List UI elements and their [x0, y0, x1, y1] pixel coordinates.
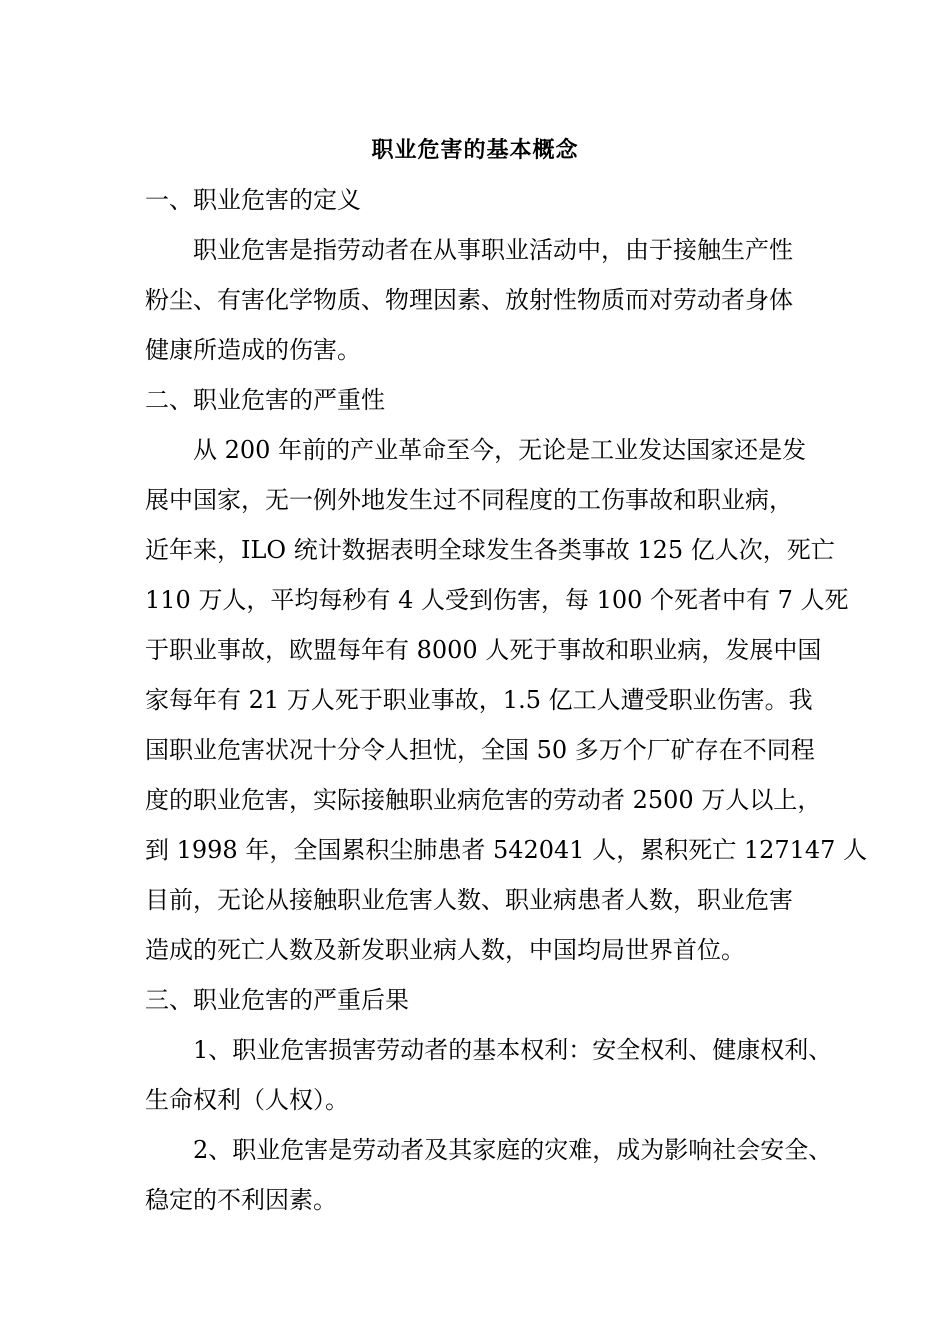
paragraph-line: 健康所造成的伤害。 — [145, 336, 361, 364]
paragraph-line: 粉尘、有害化学物质、物理因素、放射性物质而对劳动者身体 — [145, 286, 793, 314]
paragraph-line: 展中国家，无一例外地发生过不同程度的工伤事故和职业病， — [145, 486, 793, 514]
paragraph-line: 从 200 年前的产业革命至今，无论是工业发达国家还是发 — [193, 436, 807, 464]
paragraph-line: 于职业事故，欧盟每年有 8000 人死于事故和职业病，发展中国 — [145, 636, 822, 664]
paragraph-line: 110 万人，平均每秒有 4 人受到伤害，每 100 个死者中有 7 人死 — [145, 586, 849, 614]
list-item-line: 生命权利（人权）。 — [145, 1086, 349, 1114]
paragraph-line: 职业危害是指劳动者在从事职业活动中，由于接触生产性 — [193, 236, 793, 264]
list-item-line: 1、职业危害损害劳动者的基本权利：安全权利、健康权利、 — [193, 1036, 833, 1064]
paragraph-line: 近年来，ILO 统计数据表明全球发生各类事故 125 亿人次，死亡 — [145, 536, 835, 564]
paragraph-line: 国职业危害状况十分令人担忧，全国 50 多万个厂矿存在不同程 — [145, 736, 815, 764]
paragraph-line: 到 1998 年，全国累积尘肺患者 542041 人，累积死亡 127147 人 — [145, 836, 868, 864]
list-item-line: 2、职业危害是劳动者及其家庭的灾难，成为影响社会安全、 — [193, 1136, 833, 1164]
paragraph-line: 度的职业危害，实际接触职业病危害的劳动者 2500 万人以上， — [145, 786, 822, 814]
section-heading-definition: 一、职业危害的定义 — [145, 186, 361, 214]
section-heading-severity: 二、职业危害的严重性 — [145, 386, 385, 414]
section-heading-consequences: 三、职业危害的严重后果 — [145, 986, 409, 1014]
paragraph-line: 目前，无论从接触职业危害人数、职业病患者人数，职业危害 — [145, 886, 793, 914]
document-title: 职业危害的基本概念 — [371, 138, 579, 163]
paragraph-line: 造成的死亡人数及新发职业病人数，中国均局世界首位。 — [145, 936, 745, 964]
list-item-line: 稳定的不利因素。 — [145, 1186, 337, 1214]
paragraph-line: 家每年有 21 万人死于职业事故，1.5 亿工人遭受职业伤害。我 — [145, 686, 813, 714]
